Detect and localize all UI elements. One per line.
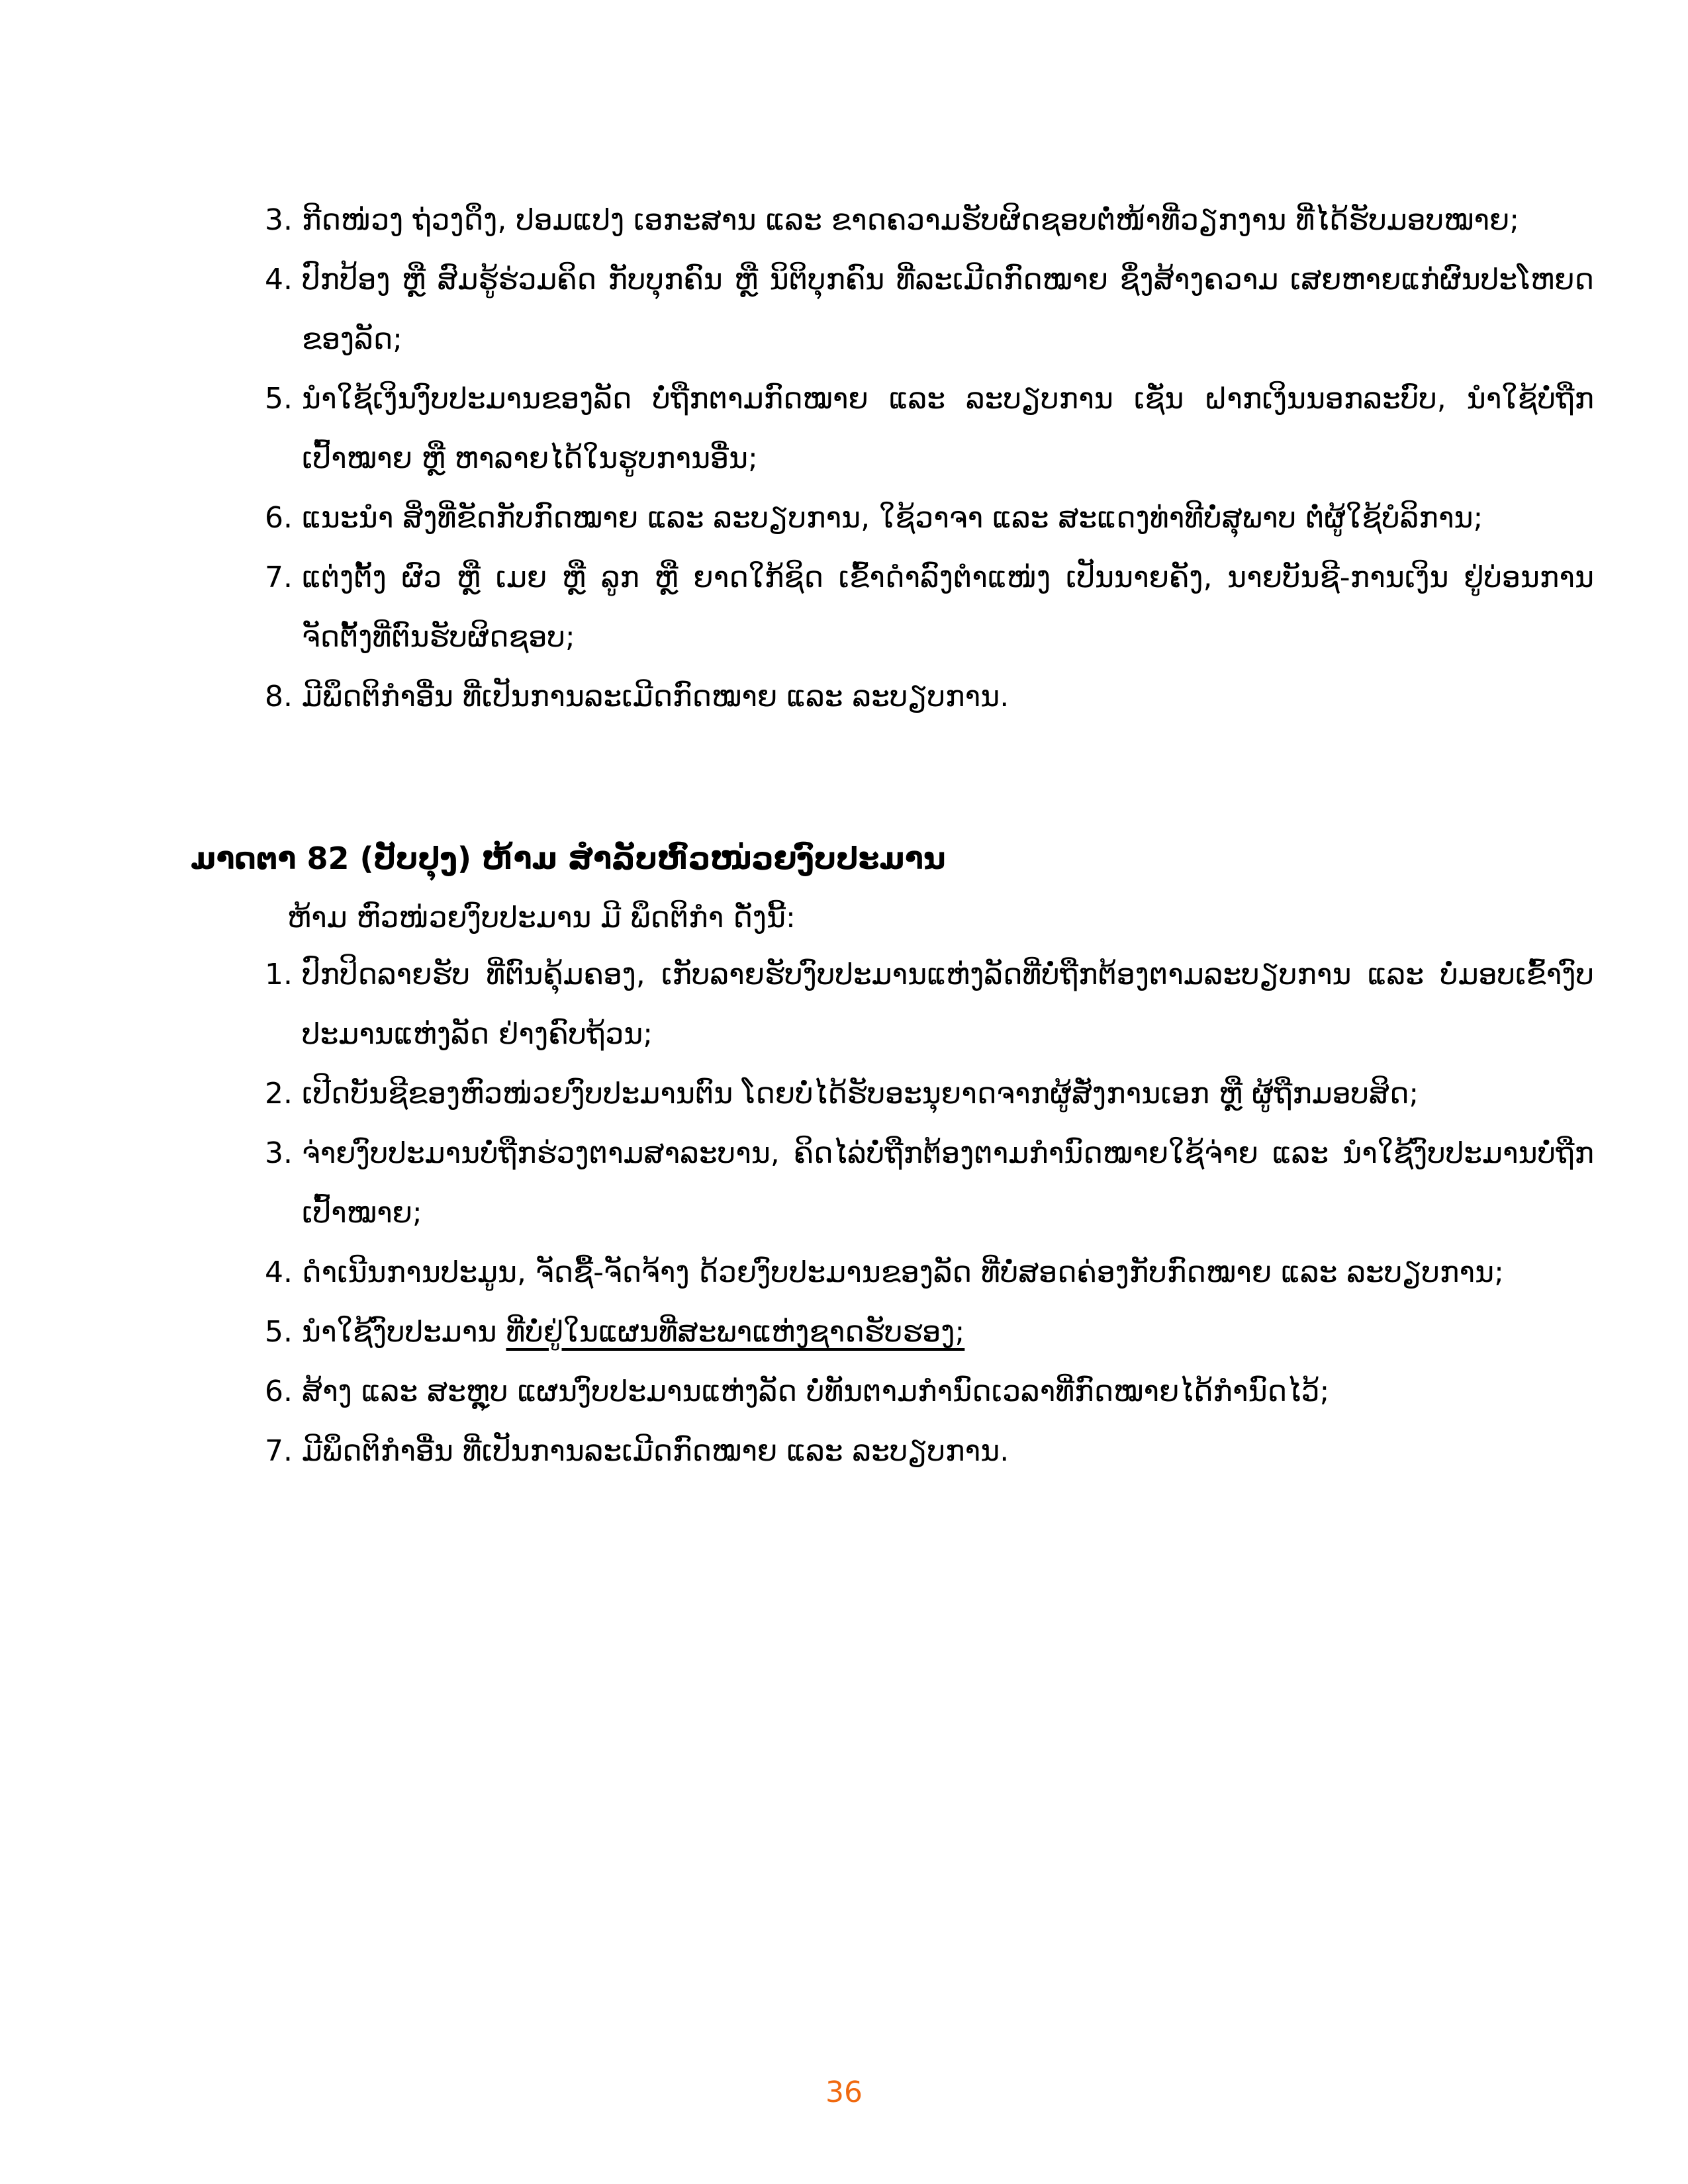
list-item-text: ກີດໜ່ວງ ຖ່ວງດຶງ, ປອມແປງ ເອກະສານ ແລະ ຂາດຄວາມຮັບຜິດຊອບຕໍ່ໜ້າທີ່ວຽກງານ ທີ່ໄດ້ຮັບມອບໝາຍ;	[302, 203, 1520, 237]
list-item	[265, 1243, 1594, 1302]
list-item-text: ປົກປ້ອງ ຫຼື ສົມຮູ້ຮ່ວມຄິດ ກັບບຸກຄົນ ຫຼື ນິຕິບຸກຄົນ ທີ່ລະເມີດກົດໝາຍ ຊຶ່ງສ້າງຄວາມ ເສຍຫາຍແກ່ຜົນປະໂຫຍດຂອງລັດ;	[302, 263, 1594, 356]
list-item	[265, 548, 1594, 667]
article-heading: ມາດຕາ 82 (ປັບປຸງ) ຫ້າມ ສໍາລັບຫົວໜ່ວຍງົບປະມານ	[191, 841, 946, 876]
list-item-number: 2.	[265, 1077, 293, 1111]
list-item-text: ແຕ່ງຕັ້ງ ຜົວ ຫຼື ເມຍ ຫຼື ລູກ ຫຼື ຍາດໃກ້ຊິດ ເຂົ້າດໍາລົງຕໍາແໜ່ງ ເປັນນາຍຄັງ, ນາຍບັນຊີ-ການເງິນ ຢູ່ບ່ອນການຈັດຕັ້ງທີ່ຕົນຮັບຜິດຊອບ;	[302, 561, 1594, 654]
list-item-text: ນໍາໃຊ້ເງິນງົບປະມານຂອງລັດ ບໍ່ຖືກຕາມກົດໝາຍ ແລະ ລະບຽບການ ເຊັ່ນ ຝາກເງິນນອກລະບົບ, ນໍາໃຊ້ບໍ່ຖືກເປົ້າໝາຍ ຫຼື ຫາລາຍໄດ້ໃນຮູບການອື່ນ;	[302, 382, 1594, 475]
list-item-number: 3.	[265, 1136, 293, 1170]
list-item	[265, 945, 1594, 1064]
list-item-text: ດໍາເນີນການປະມູນ, ຈັດຊື້-ຈັດຈ້າງ ດ້ວຍງົບປະມານຂອງລັດ ທີ່ບໍ່ສອດຄ່ອງກັບກົດໝາຍ ແລະ ລະບຽບການ;	[302, 1255, 1504, 1289]
list-item-number: 5.	[265, 382, 293, 416]
list-item-number: 6.	[265, 1375, 293, 1408]
list-item-text: ປົກປິດລາຍຮັບ ທີ່ຕົນຄຸ້ມຄອງ, ເກັບລາຍຮັບງົບປະມານແຫ່ງລັດທີ່ບໍ່ຖືກຕ້ອງຕາມລະບຽບການ ແລະ ບໍ່ມອບເຂົ້າງົບປະມານແຫ່ງລັດ ຢ່າງຄົບຖ້ວນ;	[302, 958, 1594, 1051]
list-item-text: ນໍາໃຊ້ງົບປະມານ	[302, 1315, 506, 1349]
list-item-text: ຈ່າຍງົບປະມານບໍ່ຖືກຮ່ວງຕາມສາລະບານ, ຄິດໄລ່ບໍ່ຖືກຕ້ອງຕາມກໍານົດໝາຍໃຊ້ຈ່າຍ ແລະ ນໍາໃຊ້ງົບປະມານບໍ່ຖືກເປົ້າໝາຍ;	[302, 1136, 1594, 1230]
list-item	[265, 1362, 1594, 1422]
list-item	[265, 1064, 1594, 1124]
list-item-text: ເປີດບັນຊີຂອງຫົວໜ່ວຍງົບປະມານຕົນ ໂດຍບໍ່ໄດ້ຮັບອະນຸຍາດຈາກຜູ້ສັ່ງການເອກ ຫຼື ຜູ້ຖືກມອບສິດ;	[302, 1077, 1419, 1111]
upper-numbered-list	[265, 191, 1594, 727]
list-item-number: 6.	[265, 501, 293, 535]
list-item-number: 8.	[265, 680, 293, 713]
list-item	[265, 1124, 1594, 1243]
list-item-number: 4.	[265, 263, 293, 296]
list-item-number: 7.	[265, 1434, 293, 1468]
list-item	[265, 191, 1594, 250]
list-item	[265, 369, 1594, 488]
list-item-number: 5.	[265, 1315, 293, 1349]
list-item-text: ມີພຶດຕິກໍາອື່ນ ທີ່ເປັນການລະເມີດກົດໝາຍ ແລະ ລະບຽບການ.	[302, 1434, 1009, 1468]
list-item-text: ແນະນໍາ ສິ່ງທີ່ຂັດກັບກົດໝາຍ ແລະ ລະບຽບການ, ໃຊ້ວາຈາ ແລະ ສະແດງທ່າທີບໍ່ສຸພາບ ຕໍ່ຜູ້ໃຊ້ບໍລິການ;	[302, 501, 1483, 535]
article-numbered-list	[265, 945, 1594, 1481]
list-item	[265, 667, 1594, 727]
list-item-number: 7.	[265, 561, 293, 594]
list-item-number: 1.	[265, 958, 293, 991]
list-item	[265, 250, 1594, 369]
list-item-number: 4.	[265, 1255, 293, 1289]
list-item-text: ສ້າງ ແລະ ສະຫຼຸບ ແຜນງົບປະມານແຫ່ງລັດ ບໍ່ທັນຕາມກໍານົດເວລາທີ່ກົດໝາຍໄດ້ກໍານົດໄວ້;	[302, 1375, 1330, 1408]
page-number: 36	[825, 2075, 863, 2109]
list-item-underlined-text: ທີ່ບໍ່ຢູ່ໃນແຜນທີ່ສະພາແຫ່ງຊາດຮັບຮອງ;	[506, 1315, 965, 1349]
article-intro: ຫ້າມ ຫົວໜ່ວຍງົບປະມານ ມີ ພຶດຕິກໍາ ດັ່ງນີ້:	[287, 901, 796, 934]
list-item	[265, 488, 1594, 548]
list-item	[265, 1302, 1594, 1362]
list-item-number: 3.	[265, 203, 293, 237]
list-item	[265, 1422, 1594, 1481]
list-item-text: ມີພຶດຕິກໍາອື່ນ ທີ່ເປັນການລະເມີດກົດໝາຍ ແລະ ລະບຽບການ.	[302, 680, 1009, 713]
